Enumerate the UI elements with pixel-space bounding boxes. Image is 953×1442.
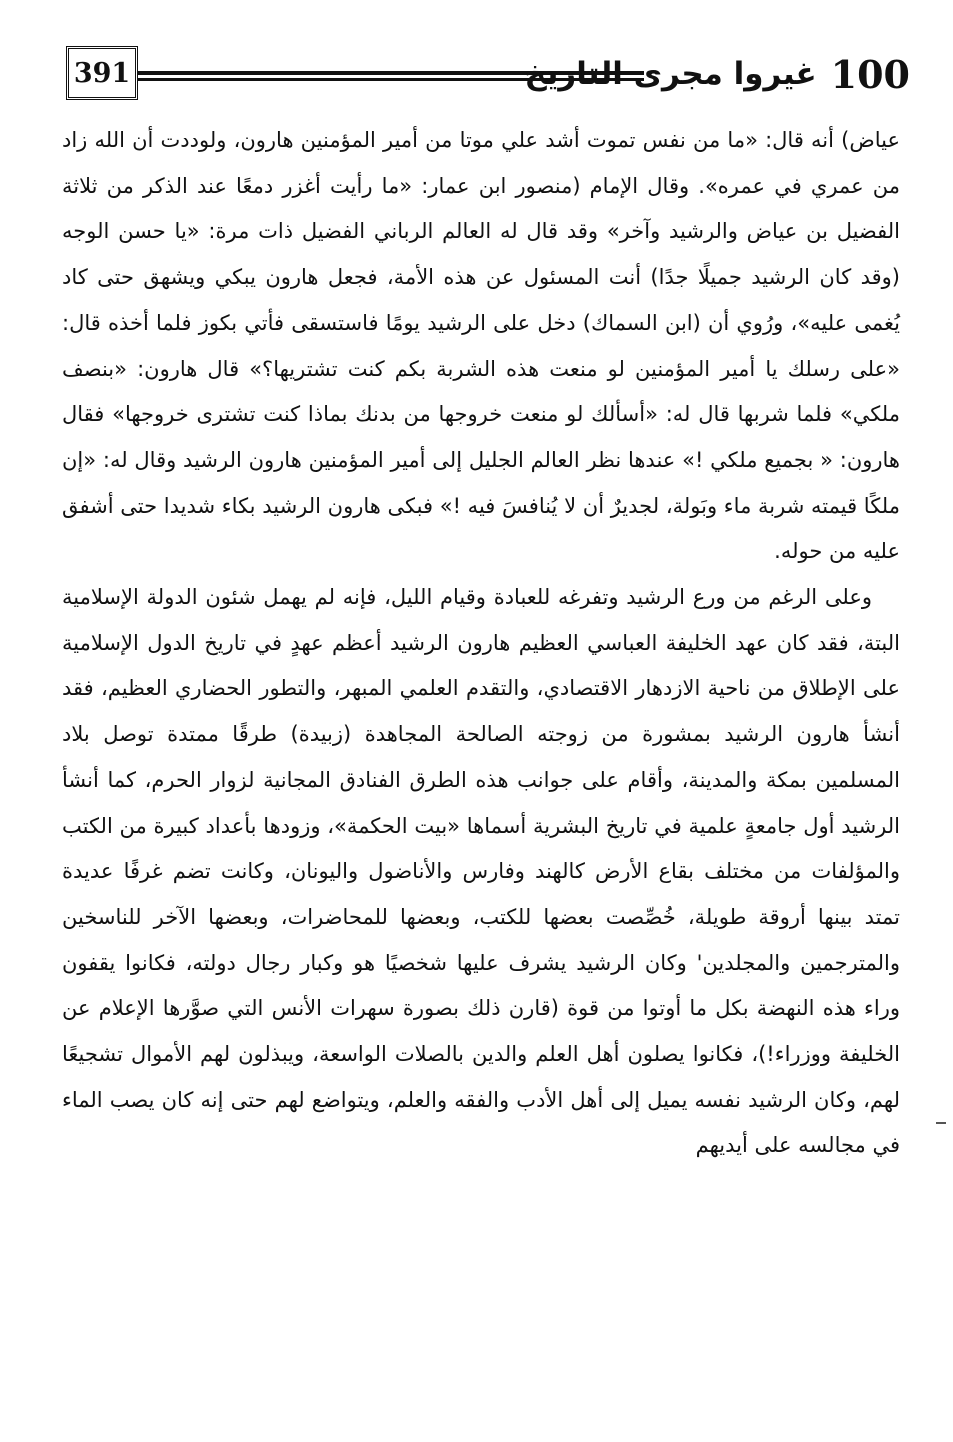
book-title-text: غيروا مجرى التاريخ	[524, 56, 817, 92]
paragraph-2: وعلى الرغم من ورع الرشيد وتفرغه للعبادة وقيام الليل، فإنه لم يهمل شئون الدولة الإسلامية البتة، فقد كان عهد الخليفة العباسي العظيم هارون الرشيد أعظم عهدٍ في تاريخ الدول الإسلامية على الإطلاق من ناحية الازدهار الاقتصادي، والتقدم العلمي المبهر، والتطور الحضاري العظيم، فقد أنشأ هارون الرشيد بمشورة من زوجته الصالحة المجاهدة (زبيدة) طرقًا ممتدة توصل بلاد المسلمين بمكة والمدينة، وأقام على جوانب هذه الطرق الفنادق المجانية لزوار الحرم، كما أنشأ الرشيد أول جامعةٍ علمية في تاريخ البشرية أسماها «بيت الحكمة»، وزودها بأعداد كبيرة من الكتب والمؤلفات من مختلف بقاع الأرض كالهند وفارس والأناضول واليونان، وكانت تضم غرفًا عديدة تمتد بينها أروقة طويلة، خُصِّصت بعضها للكتب، وبعضها للمحاضرات، وبعضها الآخر للناسخين والمترجمين والمجلدين' وكان الرشيد يشرف عليها شخصيًا هو وكبار رجال دولته، فكانوا يقفون وراء هذه النهضة بكل ما أوتوا من قوة (قارن ذلك بصورة سهرات الأنس التي صوَّرها الإعلام عن الخليفة ووزراء!)، فكانوا يصلون أهل العلم والدين بالصلات الواسعة، ويبذلون لهم الأموال تشجيعًا لهم، وكان الرشيد نفسه يميل إلى أهل الأدب والفقه والعلم، ويتواضع لهم حتى إنه كان يصب الماء في مجالسه على أيديهم	[62, 585, 900, 1158]
page-number-box	[66, 46, 138, 100]
book-title-number: 100	[830, 51, 910, 97]
body-text	[62, 118, 900, 1169]
book-title	[524, 44, 910, 104]
paragraph-1: عياض) أنه قال: «ما من نفس تموت أشد علي موتا من أمير المؤمنين هارون، ولوددت أن الله زاد من عمري في عمره». وقال الإمام (منصور ابن عمار: «ما رأيت أغزر دمعًا عند الذكر من ثلاثة الفضيل بن عياض والرشيد وآخر» وقد قال له العالم الرباني الفضيل ذات مرة: «يا حسن الوجه (وقد كان الرشيد جميلًا جدًا) أنت المسئول عن هذه الأمة، فجعل هارون يبكي ويشهق حتى كاد يُغمى عليه»، ورُوي أن (ابن السماك) دخل على الرشيد يومًا فاستسقى فأتي بكوز فلما أخذه قال: «على رسلك يا أمير المؤمنين لو منعت هذه الشربة بكم كنت تشتريها؟» قال هارون: «بنصف ملكي» فلما شربها قال له: «أسألك لو منعت خروجها من بدنك بماذا كنت تشترى خروجها» فقال هارون: « بجميع ملكي !» عندها نظر العالم الجليل إلى أمير المؤمنين هارون الرشيد وقال له: «إن ملكًا قيمته شربة ماء وبَولة، لجديرٌ أن لا يُنافسَ فيه !» فبكى هارون الرشيد بكاء شديدا حتى أشفق عليه من حوله.	[62, 128, 900, 564]
page-header	[62, 38, 910, 110]
page-number: 391	[73, 57, 131, 89]
margin-mark	[936, 1122, 946, 1124]
